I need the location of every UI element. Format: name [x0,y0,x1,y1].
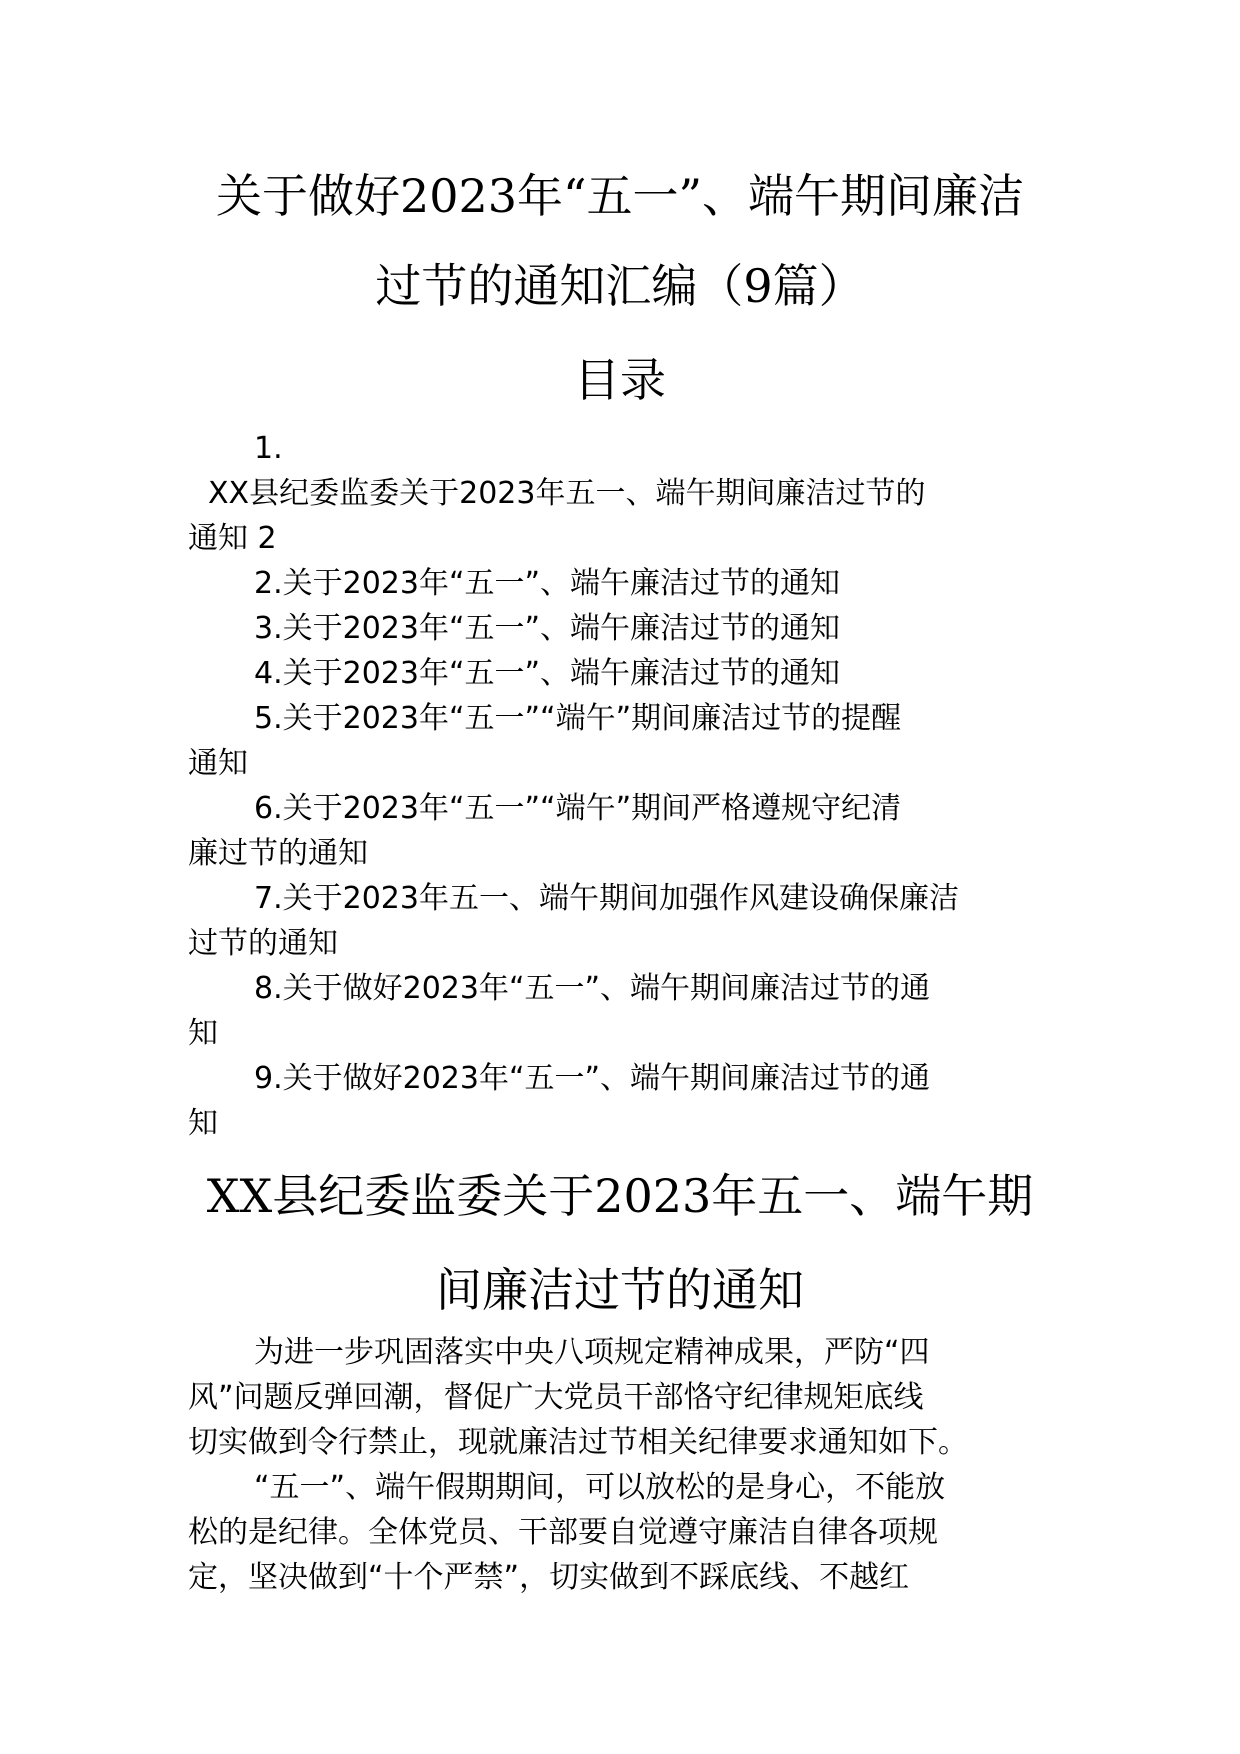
toc-entry-7-continuation[interactable]: 过节的通知 [188,926,338,961]
toc-entry-4[interactable]: 4.关于2023年“五一”、端午廉洁过节的通知 [254,656,841,691]
toc-entry-7[interactable]: 7.关于2023年五一、端午期间加强作风建设确保廉洁 [254,881,959,916]
section-title-line-2: 间廉洁过节的通知 [436,1263,804,1317]
document-title-line-2: 过节的通知汇编（9篇） [375,259,865,313]
paragraph-1-line-1: 为进一步巩固落实中央八项规定精神成果，严防“四 [254,1335,930,1370]
toc-entry-5-continuation[interactable]: 通知 [188,746,248,781]
toc-entry-5[interactable]: 5.关于2023年“五一”“端午”期间廉洁过节的提醒 [254,701,902,736]
table-of-contents [188,426,1052,1146]
paragraph-1-line-3: 切实做到令行禁止，现就廉洁过节相关纪律要求通知如下。 [188,1425,968,1460]
toc-entry-8-continuation[interactable]: 知 [188,1016,218,1051]
toc-heading: 目录 [574,353,666,407]
toc-entry-1-number[interactable]: 1. [254,431,283,466]
paragraph-2-line-3: 定，坚决做到“十个严禁”，切实做到不踩底线、不越红 [188,1560,910,1595]
toc-entry-9-continuation[interactable]: 知 [188,1106,218,1141]
toc-entry-2[interactable]: 2.关于2023年“五一”、端午廉洁过节的通知 [254,566,841,601]
toc-entry-1-continuation[interactable]: 通知 2 [188,521,277,556]
toc-entry-1-text[interactable]: XX县纪委监委关于2023年五一、端午期间廉洁过节的 [208,476,926,511]
paragraph-2-line-2: 松的是纪律。全体党员、干部要自觉遵守廉洁自律各项规 [188,1515,938,1550]
paragraph-2-line-1: “五一”、端午假期期间，可以放松的是身心，不能放 [254,1470,946,1505]
section-body [188,1330,1052,1600]
paragraph-1-line-2: 风”问题反弹回潮，督促广大党员干部恪守纪律规矩底线 [188,1380,924,1415]
section-title-line-1: XX县纪委监委关于2023年五一、端午期 [206,1169,1034,1223]
toc-entry-9[interactable]: 9.关于做好2023年“五一”、端午期间廉洁过节的通 [254,1061,931,1096]
toc-entry-6[interactable]: 6.关于2023年“五一”“端午”期间严格遵规守纪清 [254,791,902,826]
document-title-line-1: 关于做好2023年“五一”、端午期间廉洁 [215,169,1025,223]
toc-entry-3[interactable]: 3.关于2023年“五一”、端午廉洁过节的通知 [254,611,841,646]
toc-entry-6-continuation[interactable]: 廉过节的通知 [188,836,368,871]
toc-entry-8[interactable]: 8.关于做好2023年“五一”、端午期间廉洁过节的通 [254,971,931,1006]
